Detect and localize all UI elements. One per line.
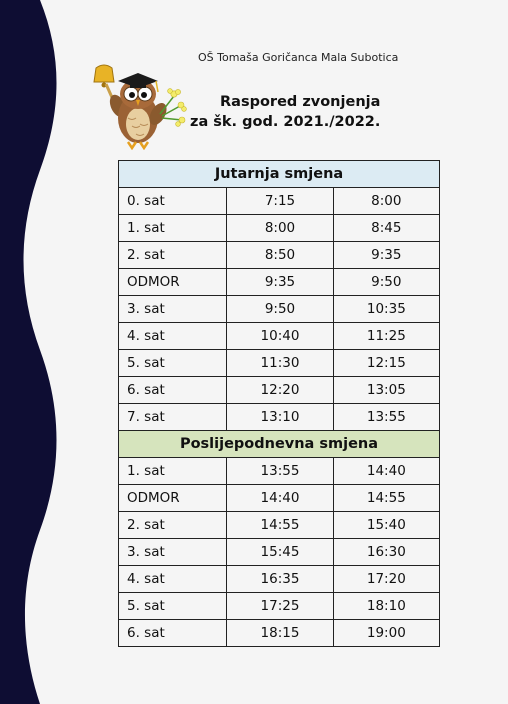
start-time: 8:50 <box>227 242 333 269</box>
morning-shift-row <box>119 242 440 269</box>
period-label: 4. sat <box>119 566 227 593</box>
period-label: 6. sat <box>119 620 227 647</box>
start-time: 12:20 <box>227 377 333 404</box>
morning-shift-row <box>119 350 440 377</box>
title-line-2: za šk. god. 2021./2022. <box>190 114 381 130</box>
start-time: 13:10 <box>227 404 333 431</box>
morning-shift-row <box>119 404 440 431</box>
afternoon-shift-row <box>119 512 440 539</box>
start-time: 14:55 <box>227 512 333 539</box>
start-time: 13:55 <box>227 458 333 485</box>
period-label: 6. sat <box>119 377 227 404</box>
end-time: 19:00 <box>333 620 439 647</box>
period-label: 3. sat <box>119 296 227 323</box>
afternoon-shift-row <box>119 485 440 512</box>
start-time: 15:45 <box>227 539 333 566</box>
period-label: ODMOR <box>119 269 227 296</box>
period-label: 5. sat <box>119 593 227 620</box>
period-label: ODMOR <box>119 485 227 512</box>
morning-shift-header-row <box>119 161 440 188</box>
end-time: 9:35 <box>333 242 439 269</box>
morning-shift-header: Jutarnja smjena <box>119 161 440 188</box>
morning-shift-row <box>119 377 440 404</box>
end-time: 8:45 <box>333 215 439 242</box>
morning-shift-row <box>119 296 440 323</box>
period-label: 5. sat <box>119 350 227 377</box>
morning-shift-row <box>119 215 440 242</box>
period-label: 2. sat <box>119 242 227 269</box>
start-time: 17:25 <box>227 593 333 620</box>
afternoon-shift-row <box>119 593 440 620</box>
period-label: 1. sat <box>119 215 227 242</box>
afternoon-shift-row <box>119 539 440 566</box>
period-label: 1. sat <box>119 458 227 485</box>
bell-schedule-table <box>118 160 440 647</box>
afternoon-shift-row <box>119 458 440 485</box>
period-label: 7. sat <box>119 404 227 431</box>
end-time: 15:40 <box>333 512 439 539</box>
end-time: 12:15 <box>333 350 439 377</box>
start-time: 11:30 <box>227 350 333 377</box>
end-time: 8:00 <box>333 188 439 215</box>
school-name: OŠ Tomaša Goričanca Mala Subotica <box>198 51 399 64</box>
start-time: 8:00 <box>227 215 333 242</box>
period-label: 2. sat <box>119 512 227 539</box>
title-line-1: Raspored zvonjenja <box>220 94 381 110</box>
page-title <box>190 92 380 132</box>
morning-shift-row <box>119 269 440 296</box>
end-time: 14:40 <box>333 458 439 485</box>
start-time: 9:35 <box>227 269 333 296</box>
period-label: 3. sat <box>119 539 227 566</box>
end-time: 18:10 <box>333 593 439 620</box>
end-time: 9:50 <box>333 269 439 296</box>
end-time: 13:05 <box>333 377 439 404</box>
morning-shift-row <box>119 323 440 350</box>
start-time: 10:40 <box>227 323 333 350</box>
owl-with-bell-icon <box>92 62 188 150</box>
end-time: 17:20 <box>333 566 439 593</box>
afternoon-shift-row <box>119 566 440 593</box>
start-time: 9:50 <box>227 296 333 323</box>
start-time: 7:15 <box>227 188 333 215</box>
afternoon-shift-row <box>119 620 440 647</box>
end-time: 13:55 <box>333 404 439 431</box>
end-time: 16:30 <box>333 539 439 566</box>
decorative-wave-border <box>0 0 60 704</box>
morning-shift-row <box>119 188 440 215</box>
period-label: 4. sat <box>119 323 227 350</box>
afternoon-shift-header-row <box>119 431 440 458</box>
end-time: 11:25 <box>333 323 439 350</box>
end-time: 10:35 <box>333 296 439 323</box>
period-label: 0. sat <box>119 188 227 215</box>
start-time: 18:15 <box>227 620 333 647</box>
start-time: 16:35 <box>227 566 333 593</box>
start-time: 14:40 <box>227 485 333 512</box>
afternoon-shift-header: Poslijepodnevna smjena <box>119 431 440 458</box>
end-time: 14:55 <box>333 485 439 512</box>
